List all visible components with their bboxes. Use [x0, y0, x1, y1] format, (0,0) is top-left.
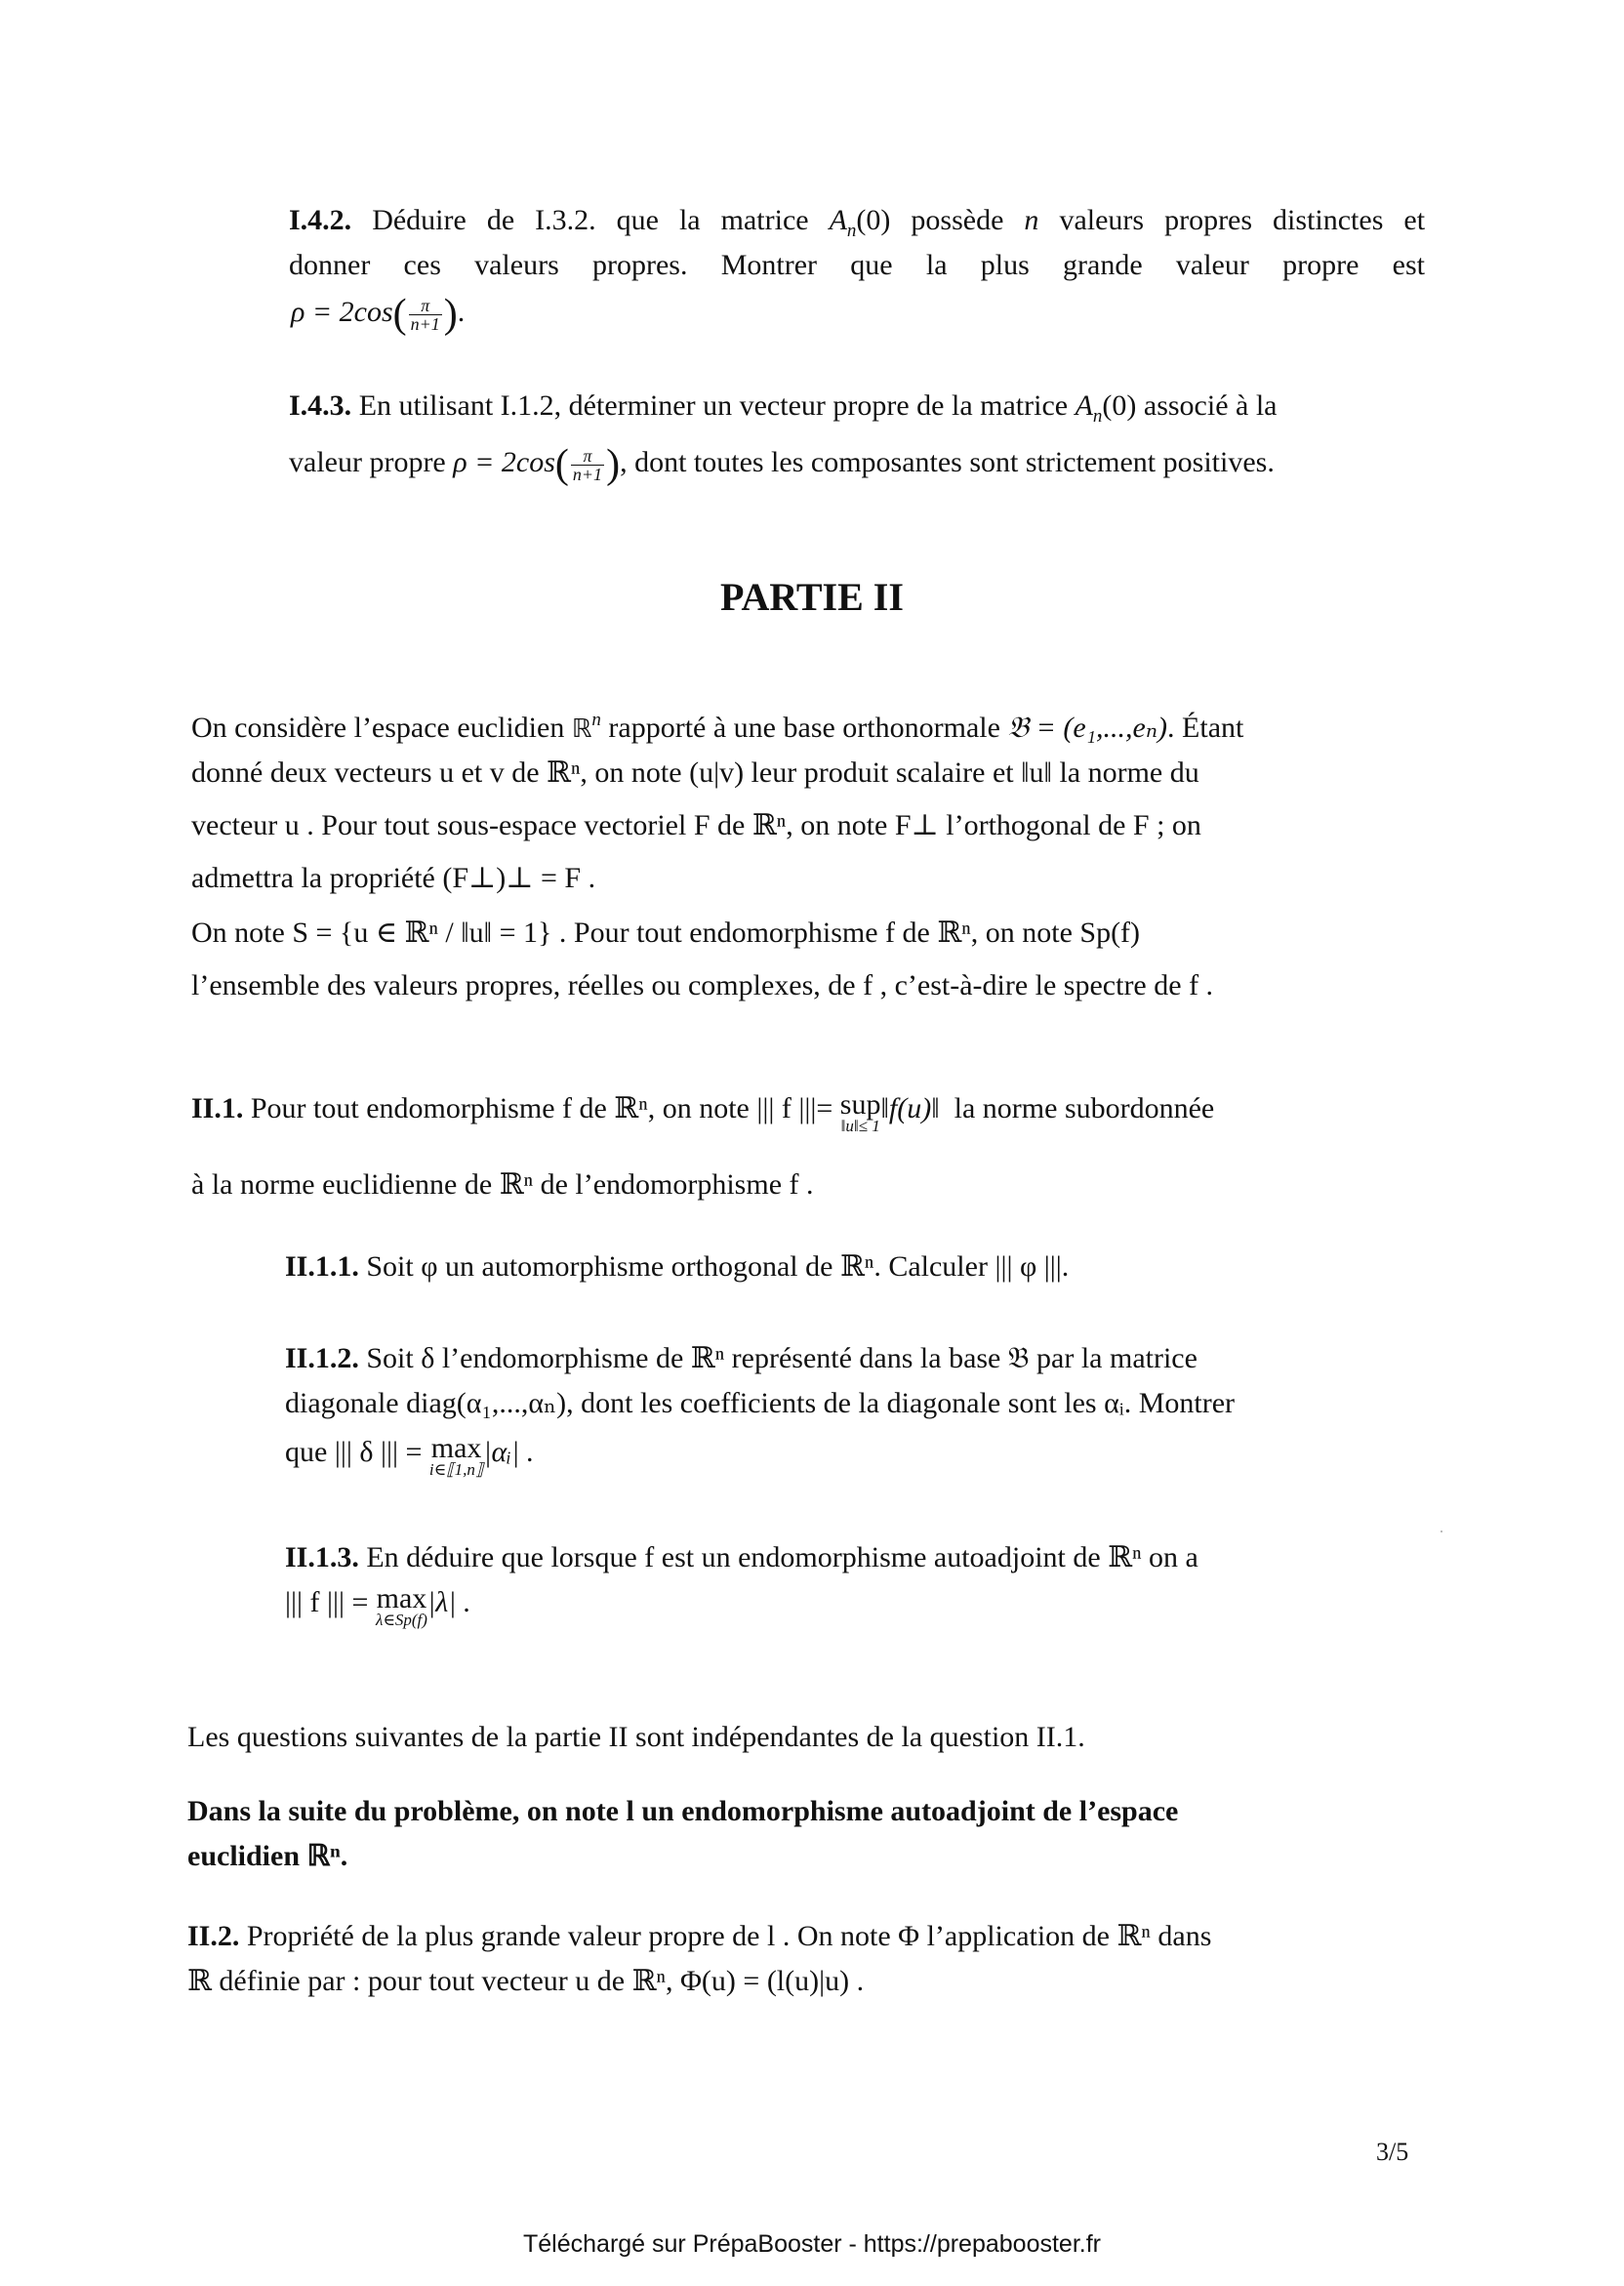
q142-line1: I.4.2. Déduire de I.3.2. que la matrice $A_n(0)$ possède n valeurs propres distinctes et — [289, 204, 1426, 241]
intro-line1: On considère l’espace euclidien ℝ$^n$ rapporté à une base orthonormale 𝔅 = (e₁,...,eₙ). Étant — [191, 710, 1244, 744]
part-title: PARTIE II — [720, 575, 904, 619]
intro-line5: On note S = {u ∈ ℝⁿ / ‖u‖ = 1} . Pour tout endomorphisme f de ℝⁿ, on note Sp(f) — [191, 917, 1141, 949]
question-label: II.2. — [187, 1920, 240, 1952]
question-label: I.4.2. — [289, 204, 352, 236]
q143-line2: valeur propre ρ = 2cos( $\frac{\pi}{n+1}$ ), dont toutes les composantes sont strictement positives. — [289, 442, 1275, 487]
question-label: II.1.3. — [285, 1541, 359, 1573]
q142-formula: ρ = 2cos( $\frac{\pi}{n+1}$ ). — [291, 292, 466, 337]
max-operator: max i∈⟦1,n⟧ — [428, 1432, 484, 1479]
q211-line: II.1.1. Soit φ un automorphisme orthogonal de ℝⁿ. Calculer ||| φ |||. — [285, 1250, 1070, 1283]
q21-line1: II.1. Pour tout endomorphisme f de ℝⁿ, on note ||| f |||= sup ‖u‖≤ 1 ‖f(u)‖ la norme subordonnée — [191, 1088, 1215, 1135]
question-label: I.4.3. — [289, 389, 352, 422]
q212-line2: diagonale diag(α₁,...,αₙ), dont les coefficients de la diagonale sont les αᵢ. Montrer — [285, 1387, 1236, 1419]
q213-line2: ||| f ||| = max λ∈Sp(f) |λ| . — [285, 1582, 471, 1629]
page-number: 3/5 — [1376, 2138, 1409, 2166]
intro-line6: l’ensemble des valeurs propres, réelles ou complexes, de f , c’est-à-dire le spectre de f . — [191, 969, 1214, 1001]
question-label: II.1. — [191, 1092, 244, 1124]
q213-line1: II.1.3. En déduire que lorsque f est un endomorphisme autoadjoint de ℝⁿ on a — [285, 1541, 1198, 1573]
sup-operator: sup ‖u‖≤ 1 — [839, 1088, 881, 1135]
independence-note: Les questions suivantes de la partie II sont indépendantes de la question II.1. — [187, 1721, 1085, 1753]
q21-line2: à la norme euclidienne de ℝⁿ de l’endomorphisme f . — [191, 1168, 814, 1201]
q212-line1: II.1.2. Soit δ l’endomorphisme de ℝⁿ représenté dans la base 𝔅 par la matrice — [285, 1342, 1198, 1374]
q22-line2: ℝ définie par : pour tout vecteur u de ℝⁿ, Φ(u) = (l(u)|u) . — [187, 1965, 865, 1997]
intro-line2: donné deux vecteurs u et v de ℝⁿ, on note (u|v) leur produit scalaire et ‖u‖ la norme du — [191, 756, 1199, 789]
fraction: $\frac{\pi}{n+1}$ — [410, 295, 440, 334]
question-label: II.1.2. — [285, 1342, 359, 1374]
q22-line1: II.2. Propriété de la plus grande valeur propre de l . On note Φ l’application de ℝⁿ dans — [187, 1920, 1212, 1952]
q212-line3: que ||| δ ||| = max i∈⟦1,n⟧ |αᵢ| . — [285, 1432, 535, 1479]
scan-artifact — [1441, 1531, 1442, 1532]
download-footer: Téléchargé sur PrépaBooster - https://prepabooster.fr — [523, 2230, 1101, 2258]
intro-line3: vecteur u . Pour tout sous-espace vectoriel F de ℝⁿ, on note F⊥ l’orthogonal de F ; on — [191, 809, 1201, 841]
fraction: $\frac{\pi}{n+1}$ — [572, 445, 603, 484]
max-operator: max λ∈Sp(f) — [375, 1582, 427, 1629]
q143-line1: I.4.3. En utilisant I.1.2, déterminer un vecteur propre de la matrice $A_n(0)$ associé à la — [289, 389, 1278, 427]
q142-line2: donner ces valeurs propres. Montrer que la plus grande valeur propre est — [289, 249, 1425, 281]
bold-note-line2: euclidien ℝⁿ. — [187, 1840, 348, 1872]
intro-line4: admettra la propriété (F⊥)⊥ = F . — [191, 862, 596, 894]
question-label: II.1.1. — [285, 1250, 359, 1283]
bold-note-line1: Dans la suite du problème, on note l un endomorphisme autoadjoint de l’espace — [187, 1795, 1179, 1827]
